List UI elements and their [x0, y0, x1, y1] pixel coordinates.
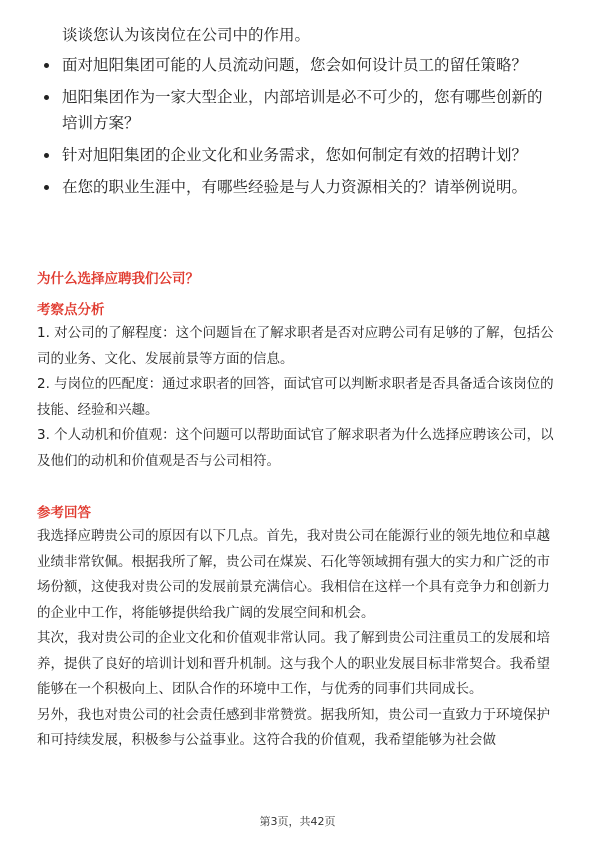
question-heading: 为什么选择应聘我们公司？ [37, 271, 199, 287]
bullet-dot-icon [44, 185, 49, 190]
analysis-heading: 考察点分析 [37, 302, 105, 318]
question-bullet-list [0, 52, 595, 206]
continuation-text: 谈谈您认为该岗位在公司中的作用。 [62, 26, 311, 44]
analysis-section [37, 299, 559, 474]
bullet-text: 针对旭阳集团的企业文化和业务需求，您如何制定有效的招聘计划？ [62, 146, 528, 164]
reference-paragraph: 其次，我对贵公司的企业文化和价值观非常认同。我了解到贵公司注重员工的发展和培养，提供了良好的培训计划和晋升机制。这与我个人的职业发展目标非常契合。我希望能够在一个积极向上、团队合作的环境中工作，与优秀的同事们共同成长。 [37, 630, 550, 697]
analysis-point: 3. 个人动机和价值观：这个问题可以帮助面试官了解求职者为什么选择应聘该公司，以及他们的动机和价值观是否与公司相符。 [37, 427, 554, 469]
bullet-dot-icon [44, 63, 49, 68]
bullet-text: 旭阳集团作为一家大型企业，内部培训是必不可少的，您有哪些创新的培训方案？ [62, 88, 543, 132]
reference-section [37, 502, 559, 754]
bullet-item [0, 142, 552, 168]
bullet-dot-icon [44, 153, 49, 158]
question-section [37, 268, 559, 290]
bullet-item [0, 84, 552, 136]
analysis-point: 2. 与岗位的匹配度：通过求职者的回答，面试官可以判断求职者是否具备适合该岗位的技能、经验和兴趣。 [37, 376, 554, 418]
reference-paragraph: 另外，我也对贵公司的社会责任感到非常赞赏。据我所知，贵公司一直致力于环境保护和可持续发展，积极参与公益事业。这符合我的价值观，我希望能够为社会做 [37, 706, 550, 748]
reference-paragraph: 我选择应聘贵公司的原因有以下几点。首先，我对贵公司在能源行业的领先地位和卓越业绩非常钦佩。根据我所了解，贵公司在煤炭、石化等领域拥有强大的实力和广泛的市场份额，这使我对贵公司的发展前景充满信心。我相信在这样一个具有竞争力和创新力的企业中工作，将能够提供给我广阔的发展空间和机会。 [37, 528, 550, 621]
analysis-point: 1. 对公司的了解程度：这个问题旨在了解求职者是否对应聘公司有足够的了解，包括公司的业务、文化、发展前景等方面的信息。 [37, 325, 554, 367]
bullet-dot-icon [44, 95, 49, 100]
bullet-text: 面对旭阳集团可能的人员流动问题，您会如何设计员工的留任策略？ [62, 56, 528, 74]
reference-heading: 参考回答 [37, 505, 91, 521]
bullet-item [0, 174, 552, 200]
bullet-item [0, 52, 552, 78]
bullet-text: 在您的职业生涯中，有哪些经验是与人力资源相关的？请举例说明。 [62, 178, 528, 196]
page-number-footer: 第3页，共42页 [259, 815, 336, 828]
